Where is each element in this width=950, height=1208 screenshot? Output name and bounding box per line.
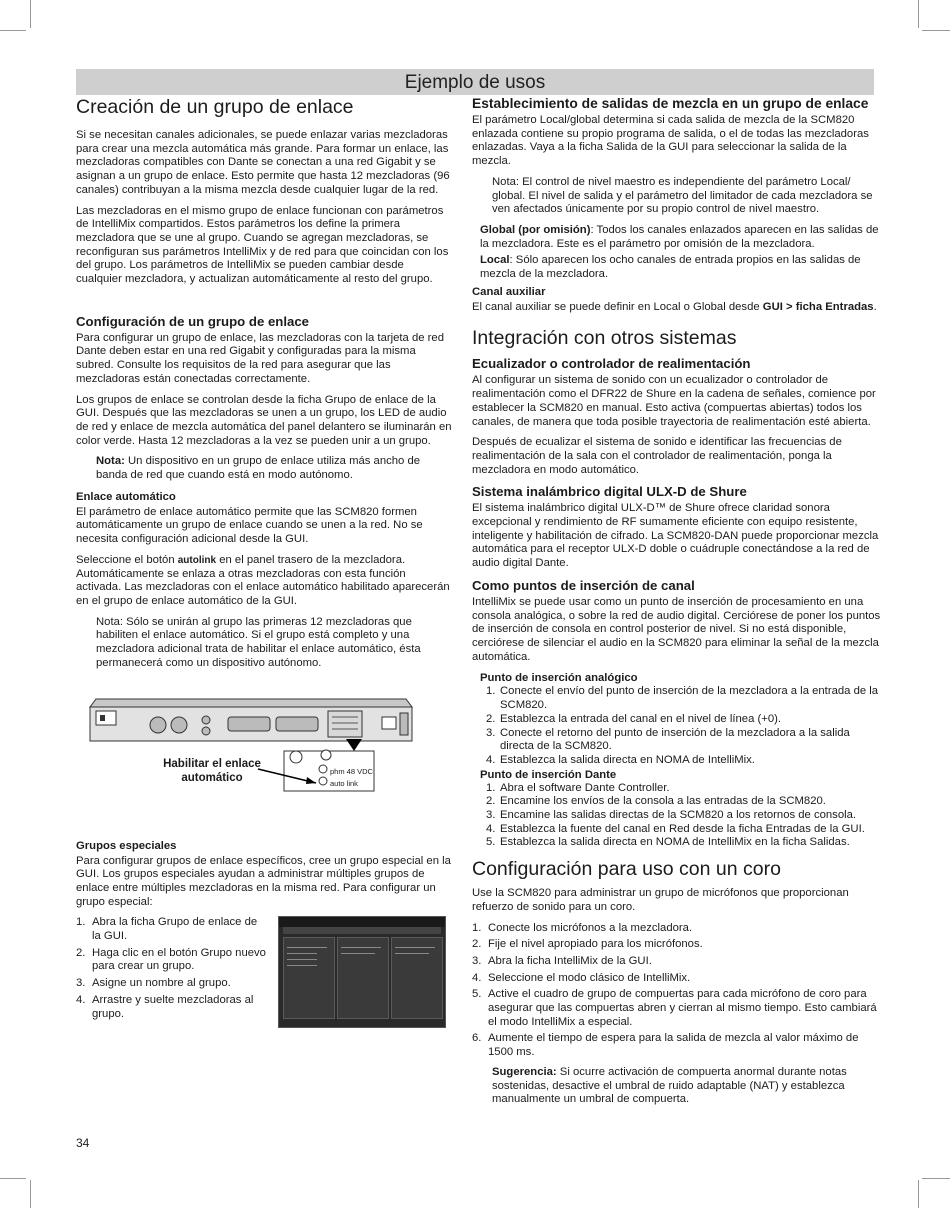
heading-punto-dante: Punto de inserción Dante [480,768,617,781]
list-number: 3. [472,954,482,967]
callout-line: automático [181,771,243,784]
tip [492,1066,886,1107]
list-number: 6. [472,1032,482,1045]
section-banner: Ejemplo de usos [76,69,874,95]
list-item-text: Fije el nivel apropiado para los micrófonos. [488,938,703,951]
gui-row [341,953,375,954]
list-item [472,836,886,850]
list-item [472,938,886,952]
rear-panel-illustration [76,693,452,833]
list-number: 1. [76,916,86,929]
special-steps-block [76,916,452,1021]
heading-creacion: Creación de un grupo de enlace [76,96,354,118]
list-item-text: Aumente el tiempo de espera para la salida de mezcla al valor máximo de 1500 ms. [488,1032,859,1059]
note-text: Un dispositivo en un grupo de enlace utiliza más ancho de banda de red que cuando está en modo autónomo. [96,455,421,482]
list-item-text: Conecte los micrófonos a la mezcladora. [488,921,693,934]
list-number: 4. [76,993,86,1006]
term: Local [480,254,510,267]
list-number: 2. [486,795,496,808]
paragraph: Use la SCM820 para administrar un grupo de micrófonos que proporcionan refuerzo de sonido para un coro. [472,887,849,913]
text-run: Seleccione el botón [76,553,178,566]
list-item [472,922,886,936]
list-number: 5. [486,836,496,849]
list-number: 1. [486,781,496,794]
crop-mark [918,1180,919,1208]
list-number: 3. [486,809,496,822]
gui-pane [337,937,389,1019]
list-item-text: Abra la ficha Grupo de enlace de la GUI. [92,916,258,943]
heading-punto-analogico: Punto de inserción analógico [480,672,638,685]
list-item [472,685,886,712]
text-run: El canal auxiliar se puede definir en Local o Global desde [472,300,763,313]
page-number: 34 [76,1136,90,1150]
list-item [76,947,266,974]
switch-label-phm: phm 48 VDC [330,766,373,776]
list-item [76,994,266,1021]
list-item [472,727,886,754]
note: Nota: Sólo se unirán al grupo las primeras 12 mezcladoras que habiliten el enlace automático. Si el grupo está completo y una mezcladora adicional trata de habilitar el enlace automático, ésta permanecerá como un dispositivo autónomo. [96,615,421,669]
list-item [472,713,886,727]
paragraph: El parámetro de enlace automático permite que las SCM820 formen automáticamente un grupo de enlace cuando se unen a la red. No se necesita configuración adicional desde la GUI. [76,505,423,546]
list-item [76,977,266,991]
paragraph: El sistema inalámbrico digital ULX-D™ de Shure ofrece claridad sonora excepcional y rendimiento de RF sumamente eficiente con equipo resistente, inteligente y habilitación de cifrado. La SCM820-DAN puede proporcionar mezcla automática para el receptor ULX-D doble o cuádruple conectándose a la red de audio digital Dante. [472,502,879,570]
crop-mark [0,30,26,31]
list-item-text: Establezca la fuente del canal en Red desde la ficha Entradas de la GUI. [500,822,865,835]
list-item [472,988,886,1029]
crop-mark [922,30,950,31]
term: GUI > ficha Entradas [762,300,874,313]
list-item-text: Conecte el envío del punto de inserción de la mezcladora a la entrada de la SCM820. [500,685,879,712]
crop-mark [922,1178,950,1179]
text-run: . [873,300,877,313]
switch-label-autolink: auto link [330,778,358,788]
crop-mark [918,0,919,28]
heading-ecualizador: Ecualizador o controlador de realimentación [472,356,751,372]
paragraph: Para configurar grupos de enlace específicos, cree un grupo especial en la GUI. Los grupos especiales ayudan a administrar múltiples grupos de enlace entre múltiples mezcladoras en la misma red. Para configurar un grupo especial: [76,854,451,908]
list-item [472,782,886,796]
gui-row [287,953,317,954]
list-item [76,916,266,943]
crop-mark [30,0,31,28]
list-item-text: Encamine las salidas directas de la SCM820 a los retornos de consola. [500,809,857,822]
list-number: 4. [472,971,482,984]
list-number: 3. [486,726,496,739]
callout-line: Habilitar el enlace [163,757,261,770]
note-label: Nota: [96,455,125,468]
list-item-text: Establezca la salida directa en NOMA de IntelliMix en la ficha Salidas. [500,836,850,849]
list-number: 1. [486,685,496,698]
list-number: 2. [472,938,482,951]
analog-steps-list [472,685,886,767]
term: Global (por omisión) [480,223,591,236]
paragraph: El parámetro Local/global determina si cada salida de mezcla de la SCM820 enlazada contiene su propio programa de salida, o el de todas las mezcladoras enlazadas. Vaya a la ficha Salida de la GUI para seleccionar la salida de la mezcla. [472,114,869,168]
list-item-text: Haga clic en el botón Grupo nuevo para crear un grupo. [92,946,266,973]
tip-text: Si ocurre activación de compuerta anormal durante notas sostenidas, desactive el umbral de ruido adaptable (NAT) y establezca manualmente un umbral de compuerta. [492,1065,847,1106]
paragraph [480,254,886,281]
heading-grupos-especiales: Grupos especiales [76,839,177,852]
list-item-text: Active el cuadro de grupo de compuertas para cada micrófono de coro para asegurar que las compuertas abren y cierran al mismo tiempo. Esto cambiará el modo IntelliMix a especial. [488,988,877,1028]
gui-screenshot [278,916,446,1028]
callout-label [142,757,282,785]
heading-integracion: Integración con otros sistemas [472,327,737,350]
list-item [472,955,886,969]
dante-steps-list [472,782,886,851]
paragraph [76,554,452,609]
paragraph: Para configurar un grupo de enlace, las mezcladoras con la tarjeta de red Dante deben estar en una red Gigabit y configuradas para la misma subred. Consulte los requisitos de la red para asegurar que las mezcladoras están conectadas correctamente. [76,331,444,385]
text-run: en el panel trasero de la mezcladora. Automáticamente se enlaza a otras mezcladoras con esta función activada. Las mezcladoras con el enlace automático habilitado aparecerán en el grupo de enlace automático de la GUI. [76,553,450,607]
list-item-text: Establezca la salida directa en NOMA de IntelliMix. [500,753,755,766]
gui-row [395,953,429,954]
paragraph: Las mezcladoras en el mismo grupo de enlace funcionan con parámetros de IntelliMix compartidos. Estos parámetros los define la primera mezcladora que se une al grupo. Cuando se agregan mezcladoras, se reconfiguran sus parámetros IntelliMix y de red para que coincidan con los del grupo. Los parámetros de IntelliMix se pueden cambiar desde cualquier mezcladora, y actualizan automáticamente al resto del grupo. [76,204,449,286]
list-item [472,809,886,823]
list-number: 4. [486,753,496,766]
list-item [472,1032,886,1059]
list-item-text: Establezca la entrada del canal en el nivel de línea (+0). [500,712,782,725]
list-item [472,754,886,768]
coro-steps-list [472,922,886,1060]
heading-ulx-d: Sistema inalámbrico digital ULX-D de Shure [472,484,747,500]
list-number: 2. [76,946,86,959]
crop-mark [30,1180,31,1208]
list-item-text: Encamine los envíos de la consola a las entradas de la SCM820. [500,795,826,808]
list-item-text: Conecte el retorno del punto de inserción de la mezcladora a la salida directa de la SCM820. [500,726,850,753]
list-item-text: Abra la ficha IntelliMix de la GUI. [488,954,652,967]
heading-config-grupo: Configuración de un grupo de enlace [76,313,309,329]
list-item-text: Asigne un nombre al grupo. [92,977,231,990]
gui-row [287,959,317,960]
heading-salidas-mezcla: Establecimiento de salidas de mezcla en un grupo de enlace [472,96,869,111]
paragraph: Los grupos de enlace se controlan desde la ficha Grupo de enlace de la GUI. Después que las mezcladoras se unen a un grupo, los LED de audio de red y enlace de mezcla automática del panel delantero se iluminarán en color verde. Hasta 12 mezcladoras a la vez se pueden unir a un grupo. [76,393,452,447]
text-run: : Sólo aparecen los ocho canales de entrada propios en las salidas de mezcla de la mezcladora. [480,254,861,281]
list-item-text: Seleccione el modo clásico de IntelliMix. [488,971,691,984]
list-number: 5. [472,988,482,1001]
gui-row [395,947,435,948]
tip-label: Sugerencia: [492,1065,557,1078]
list-item [472,823,886,837]
list-item-text: Abra el software Dante Controller. [500,781,670,794]
paragraph: Después de ecualizar el sistema de sonido e identificar las frecuencias de realimentación de la sala con el controlador de realimentación, ponga la mezcladora en modo automático. [472,436,842,476]
gui-pane [283,937,335,1019]
list-number: 3. [76,977,86,990]
note [96,455,452,482]
list-item-text: Arrastre y suelte mezcladoras al grupo. [92,993,254,1020]
crop-mark [0,1178,26,1179]
gui-tabs [283,927,441,934]
right-column [472,96,886,1114]
list-item [472,972,886,986]
note: Nota: El control de nivel maestro es independiente del parámetro Local/ global. El nivel de salida y el parámetro del limitador de cada mezcladora se ven afectados únicamente por su propio control de nivel maestro. [492,175,873,216]
gui-row [287,965,317,966]
paragraph: IntelliMix se puede usar como un punto de inserción de procesamiento en una consola analógica, o sobre la red de audio digital. Cerciórese de poner los puntos de inserción de consola en control posterior de nivel. Si no está disponible, cerciórese de silenciar el audio en la SCM820 para eliminar la señal de la mezcla automática. [472,595,881,663]
paragraph: Al configurar un sistema de sonido con un ecualizador o controlador de realimentación como el DFR22 de Shure en la cadena de señales, comience por establecer la SCM820 en manual. Esto activa (compuertas abiertas) todos los canales, de manera que toda posible trayectoria de realimentación esté abierta. [472,374,876,428]
heading-canal-auxiliar: Canal auxiliar [472,285,546,298]
gui-row [287,947,327,948]
gui-title-bar [279,917,445,927]
paragraph: Si se necesitan canales adicionales, se puede enlazar varias mezcladoras para crear una mezcla automática más grande. Para formar un enlace, las mezcladoras compatibles con Dante se conectan a una red Gigabit y se asignan a un grupo de enlace. Esto permite que hasta 12 mezcladoras (96 canales) contribuyan a la misma mezcla desde cualquier lugar de la red. [76,129,450,196]
paragraph [480,224,886,251]
text-run: : Todos los canales enlazados aparecen en las salidas de la mezcladora. Este es el parámetro por omisión de la mezcladora. [480,223,879,250]
heading-coro: Configuración para uso con un coro [472,858,781,881]
list-number: 2. [486,712,496,725]
list-number: 4. [486,822,496,835]
list-item [472,795,886,809]
gui-row [341,947,381,948]
gui-pane [391,937,443,1019]
list-number: 1. [472,921,482,934]
heading-puntos-insercion: Como puntos de inserción de canal [472,577,695,593]
paragraph [472,301,886,315]
special-steps-list [76,916,266,1021]
heading-enlace-automatico: Enlace automático [76,490,176,503]
autolink-term: autolink [177,554,217,566]
left-column [76,96,452,1024]
